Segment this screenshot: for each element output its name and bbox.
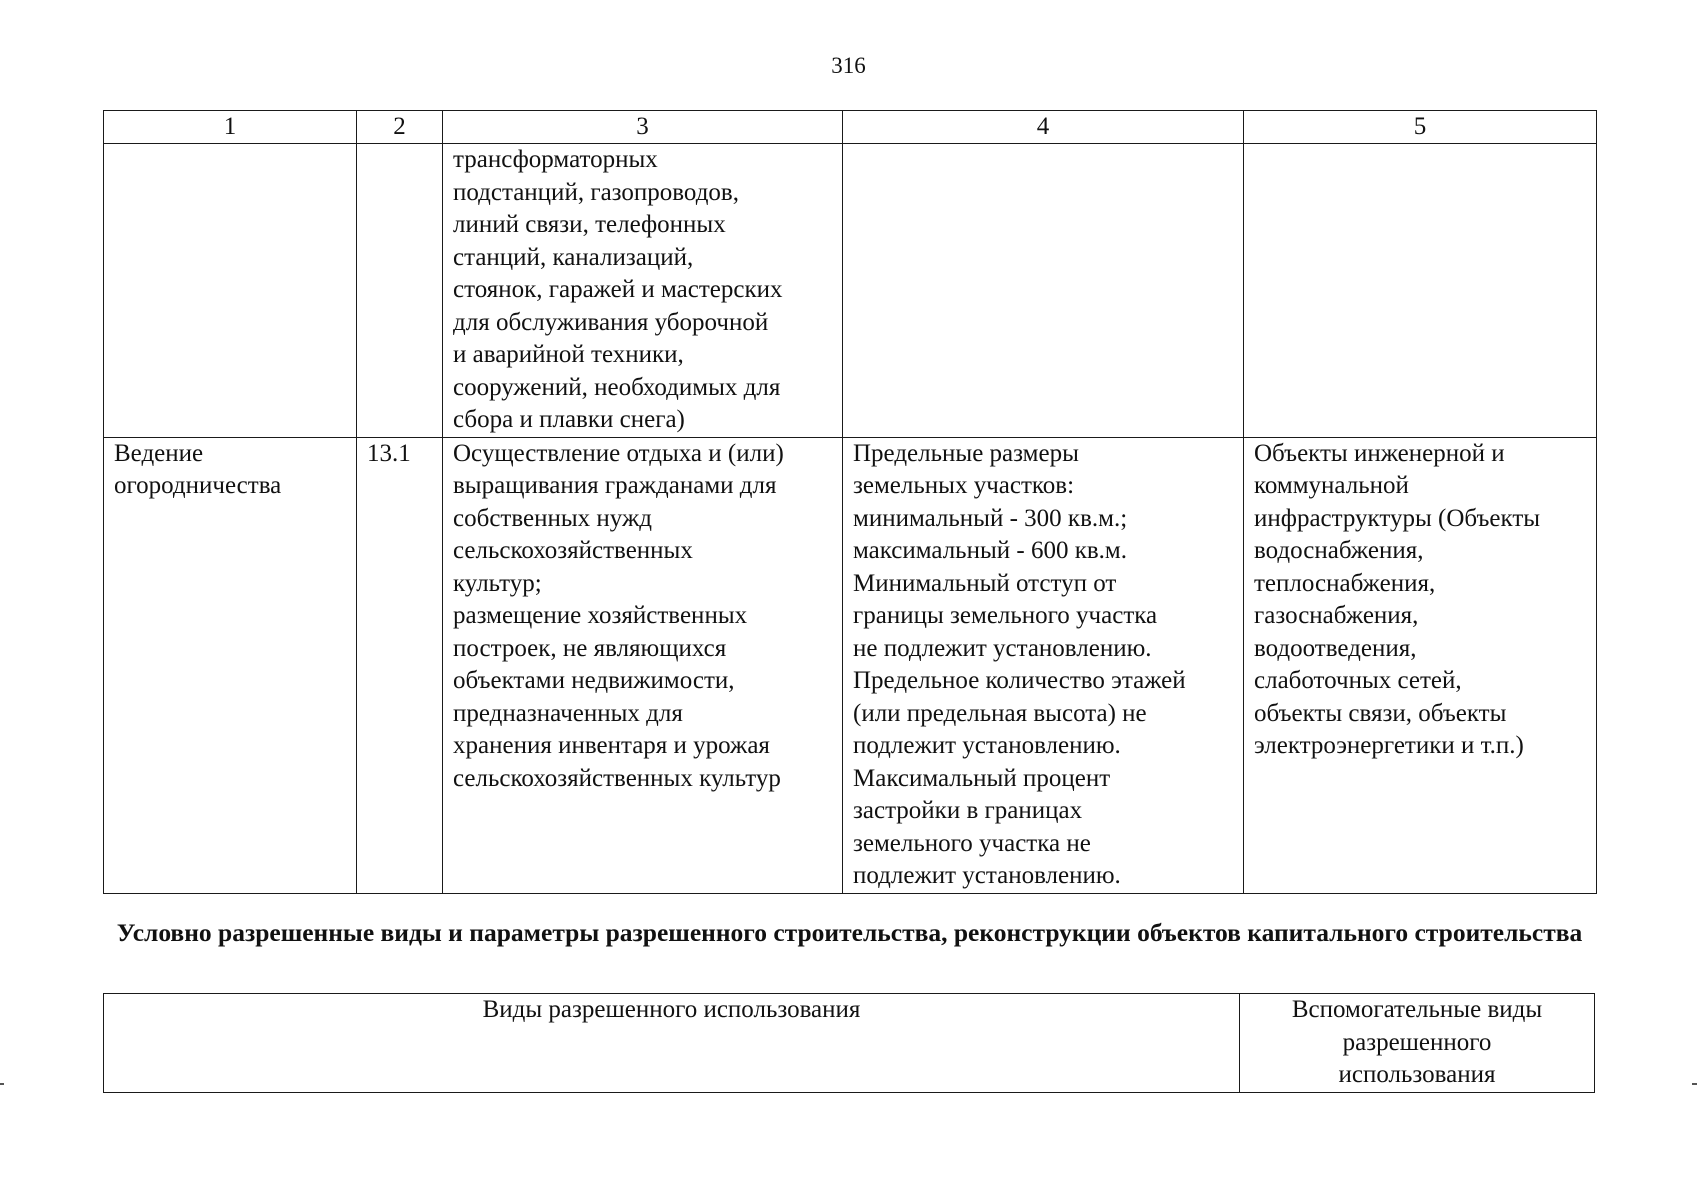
section-heading: Условно разрешенные виды и параметры разрешенного строительства, реконструкции объектов капитального строительства bbox=[116, 918, 1583, 947]
use-description-cell: трансформаторных подстанций, газопроводов, линий связи, телефонных станций, канализаций, стоянок, гаражей и мастерских для обслуживания уборочной и аварийной техники, сооружений, необходимых для сбора и плавки снега) bbox=[443, 144, 843, 438]
parameters-cell: Предельные размеры земельных участков: минимальный - 300 кв.м.; максимальный - 600 кв.м. Минимальный отступ от границы земельного участка не подлежит установлению. Предельное количество этажей (или предельная высота) не подлежит установлению. Максимальный процент застройки в границах земельного участка не подлежит установлению. bbox=[843, 437, 1244, 893]
page-number: 316 bbox=[831, 53, 866, 78]
use-name-cell bbox=[104, 144, 357, 438]
scan-artifact-left bbox=[0, 1083, 4, 1085]
column-header-2: 2 bbox=[357, 111, 443, 144]
conditional-uses-table bbox=[103, 993, 1595, 1093]
table-row bbox=[104, 144, 1597, 438]
table-row bbox=[104, 437, 1597, 893]
column-header-4: 4 bbox=[843, 111, 1244, 144]
use-code-cell: 13.1 bbox=[357, 437, 443, 893]
permitted-uses-header: Виды разрешенного использования bbox=[104, 994, 1240, 1093]
use-code-cell bbox=[357, 144, 443, 438]
auxiliary-uses-cell bbox=[1244, 144, 1597, 438]
column-header-1: 1 bbox=[104, 111, 357, 144]
auxiliary-uses-cell: Объекты инженерной и коммунальной инфраструктуры (Объекты водоснабжения, теплоснабжения, газоснабжения, водоотведения, слаботочных сетей, объекты связи, объекты электроэнергетики и т.п.) bbox=[1244, 437, 1597, 893]
parameters-cell bbox=[843, 144, 1244, 438]
table-header-row bbox=[104, 994, 1595, 1093]
table-header-row bbox=[104, 111, 1597, 144]
use-description-cell: Осуществление отдыха и (или) выращивания гражданами для собственных нужд сельскохозяйственных культур; размещение хозяйственных построек, не являющихся объектами недвижимости, предназначенных для хранения инвентаря и урожая сельскохозяйственных культур bbox=[443, 437, 843, 893]
scan-artifact-right bbox=[1692, 1083, 1697, 1085]
use-name-cell: Ведение огородничества bbox=[104, 437, 357, 893]
column-header-5: 5 bbox=[1244, 111, 1597, 144]
auxiliary-uses-header: Вспомогательные виды разрешенного использования bbox=[1240, 994, 1595, 1093]
land-use-table bbox=[103, 110, 1597, 894]
column-header-3: 3 bbox=[443, 111, 843, 144]
